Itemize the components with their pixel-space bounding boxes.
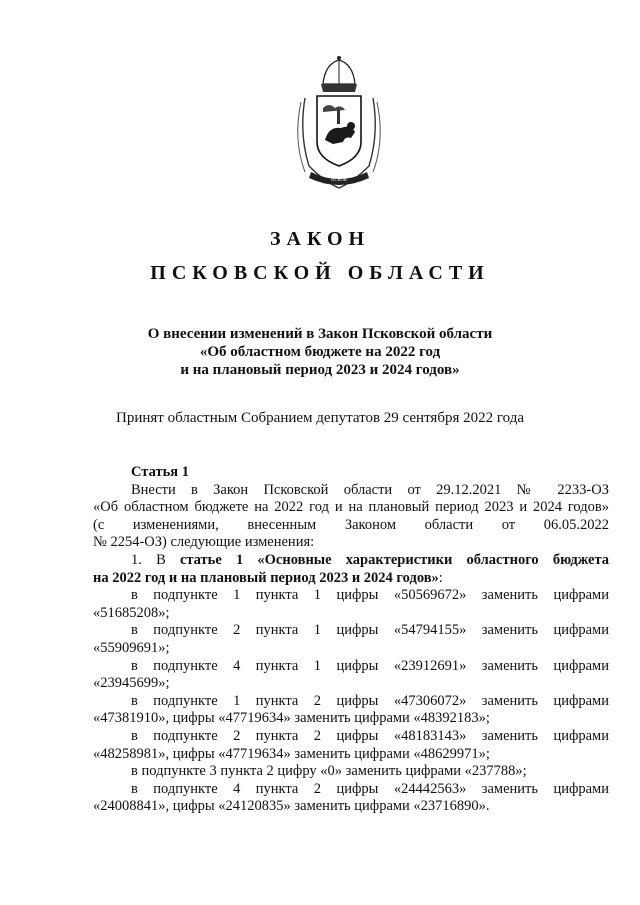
- subitem-line: «47381910», цифры «47719634» заменить цифрами «48392183»;: [93, 710, 490, 727]
- paragraph-line: № 2254-ОЗ) следующие изменения:: [93, 534, 315, 551]
- paragraph-line: Внести в Закон Псковской области от 29.12.2021 № 2233-ОЗ: [131, 481, 609, 498]
- paragraph-line: (с изменениями, внесенным Законом области от 06.05.2022: [93, 516, 609, 533]
- document-title: ЗАКОН: [269, 228, 371, 250]
- subitem-line: в подпункте 1 пункта 2 цифры «47306072» заменить цифрами: [131, 692, 609, 709]
- item-bold-text: на 2022 год и на плановый период 2023 и 2024 годов»: [93, 569, 439, 586]
- article-heading: Статья 1: [131, 464, 189, 480]
- item-heading: [93, 552, 609, 570]
- region-title: ПСКОВСКОЙ ОБЛАСТИ: [150, 262, 490, 284]
- subitem-line: в подпункте 1 пункта 1 цифры «50569672» заменить цифрами: [131, 587, 609, 604]
- subject-line: О внесении изменений в Закон Псковской области: [147, 326, 493, 342]
- subitem-line: в подпункте 2 пункта 2 цифры «48183143» заменить цифрами: [131, 727, 609, 744]
- item-heading-cont: [93, 570, 609, 588]
- subitem-line: в подпункте 3 пункта 2 цифру «0» заменить цифрами «237788»;: [131, 763, 527, 780]
- subitem-line: в подпункте 4 пункта 1 цифры «23912691» заменить цифрами: [131, 657, 609, 674]
- law-subject: [0, 325, 640, 379]
- subitem-line: в подпункте 2 пункта 1 цифры «54794155» заменить цифрами: [131, 622, 609, 639]
- svg-text:ПСКОВ: ПСКОВ: [331, 177, 347, 182]
- subitem-line: «51685208»;: [93, 604, 170, 621]
- subitem-line: в подпункте 4 пункта 2 цифры «24442563» заменить цифрами: [131, 780, 609, 797]
- subitem-line: «55909691»;: [93, 639, 170, 656]
- article-body: [93, 464, 609, 816]
- subitem-line: «48258981», цифры «47719634» заменить цифрами «48629971»;: [93, 745, 490, 762]
- subject-line: «Об областном бюджете на 2022 год: [199, 344, 441, 360]
- subitem-line: «23945699»;: [93, 675, 170, 692]
- item-suffix: :: [438, 569, 443, 586]
- adoption-note: Принят областным Собранием депутатов 29 сентября 2022 года: [115, 410, 525, 426]
- subitem-line: «24008841», цифры «24120835» заменить цифрами «23716890».: [93, 798, 490, 815]
- item-bold-text: статье 1 «Основные характеристики областного бюджета: [179, 551, 610, 568]
- paragraph-line: «Об областном бюджете на 2022 год и на плановый период 2023 и 2024 годов»: [93, 499, 609, 516]
- item-number: 1. В: [131, 551, 180, 568]
- coat-of-arms-icon: [285, 54, 393, 202]
- subject-line: и на плановый период 2023 и 2024 годов»: [180, 362, 460, 378]
